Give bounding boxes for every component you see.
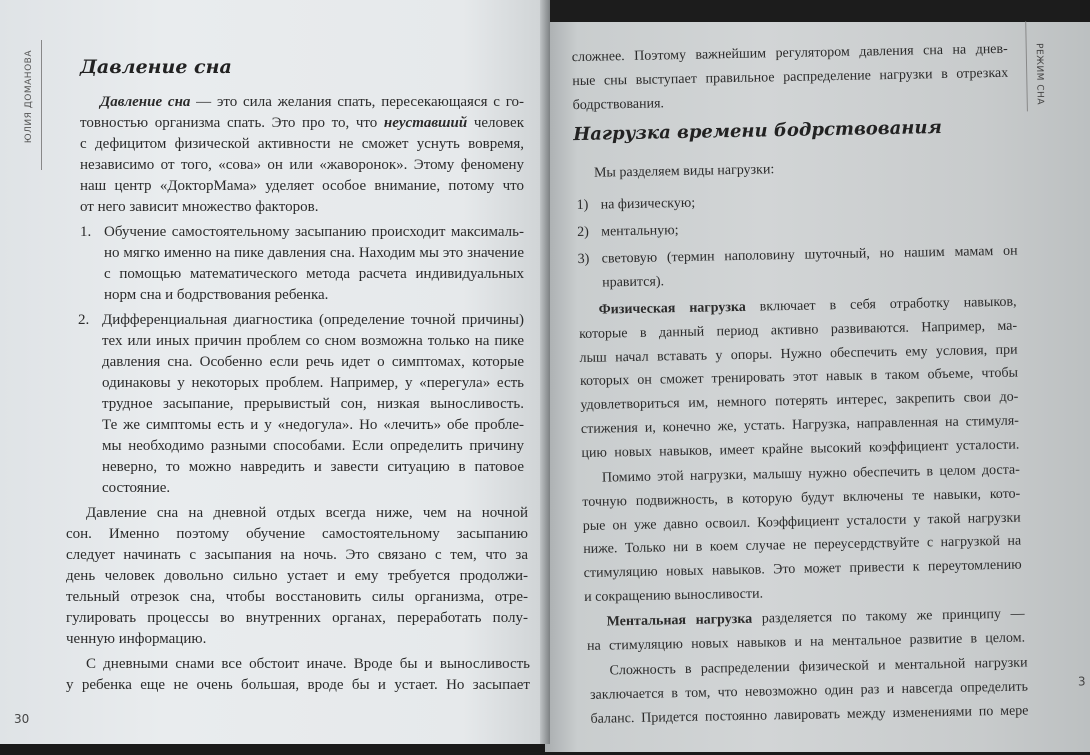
- running-head-chapter: РЕЖИМ СНА: [1033, 43, 1045, 106]
- paragraph-physical-load: Физическая нагрузка включает в себя отработку навыков, которые в данный период активно развиваются. Например, ма- лыш начал вставать у опоры. Нужно обеспечить ему условия, при которых он сможет тренировать этот навык в таком объеме, чтобы удовлетвориться им, немного потерять интерес, закрепить свои до- стижения и, конечно же, устать. Нагрузка, направленная на стимуля- цию новых навыков, имеет крайне высокий коэффициент усталости.: [578, 294, 1020, 461]
- page-number: 30: [14, 712, 30, 726]
- list-item-2: 2. Дифференциальная диагностика (определение точной причины) тех или иных причин проблем со сном возможна только на пике давления сна. Особенно если речь идет о симптомах, которые одинаковы у некоторых проблем. Например, у «перегула» есть трудное засыпание, прерывистый сон, низкая выносливость. Те же симптомы есть и у «недогула». Но «лечить» обе пробле- мы необходимо разными способами. Если определить причину неверно, то можно навредить и завести ситуацию в патовое состояние.: [78, 312, 524, 496]
- paragraph-continuation: сложнее. Поэтому важнейшим регулятором давления сна на днев- ные сны выступает правильное распределение нагрузки в отрезках бодрствования.: [571, 41, 1009, 113]
- paragraph-daytime-naps: С дневными снами все обстоит иначе. Вроде бы и выносливость у ребенка еще не очень большая, вроде бы и устает. Но засыпает: [66, 656, 530, 693]
- list-intro: Мы разделяем виды нагрузки:: [593, 162, 775, 181]
- page-number: 3: [1077, 674, 1086, 689]
- section-heading: Нагрузка времени бодрствования: [573, 117, 943, 146]
- load-type-1: 1) на физическую;: [576, 195, 696, 214]
- paragraph-definition: Давление сна — это сила желания спать, пересекающаяся с го- товностью организма спать. Это про то, что неуставший человек с дефицитом физической активности не сможет уснуть вовремя, независимо от того, «сова» он или «жаворонок». Этому феномену наш центр «ДокторМама» уделяет особое внимание, потому что от него зависит множество факторов.: [80, 94, 524, 215]
- paragraph-mobility: Помимо этой нагрузки, малышу нужно обеспечить в целом доста- точную подвижность, в которую будут включены те навыки, кото- рые он уже давно освоил. Коэффициент усталости у такой нагрузки ниже. Только ни в коем случае не переусердствуйте с нагрузкой на стимуляцию новых навыков. Это может привести к переутомлению и сокращению выносливости.: [582, 462, 1022, 605]
- paragraph-difficulty: Сложность в распределении физической и ментальной нагрузки заключается в том, что невозможно один раз и навсегда определить баланс. Придется постоянно лавировать между изменениями по мере: [589, 655, 1029, 727]
- term-physical-load: Физическая нагрузка: [598, 299, 746, 318]
- emphasis-word: неуставший: [383, 115, 468, 131]
- paragraph-daytime-pressure: Давление сна на дневной отдых всегда ниже, чем на ночной сон. Именно поэтому обучение самостоятельному засыпанию следует начинать с засыпания на ночь. Это связано с тем, что за день человек довольно сильно устает и ему требуется продолжи- тельный отрезок сна, чтобы восстановить силы организма, отре- гулировать процессы во внутренних органах, переработать полу- ченную информацию.: [66, 505, 528, 647]
- load-type-2: 2) ментальную;: [577, 223, 679, 241]
- running-head-author: ЮЛИЯ ДОМАНОВА: [24, 50, 34, 144]
- term-mental-load: Ментальная нагрузка: [606, 611, 753, 630]
- running-head-rule: [1025, 21, 1028, 111]
- section-heading: Давление сна: [80, 56, 232, 78]
- load-type-3: 3) световую (термин наполовину шуточный, но нашим мамам он нравится).: [577, 243, 1018, 291]
- list-item-1: 1. Обучение самостоятельному засыпанию происходит максималь- но мягко именно на пике давления сна. Находим мы это значение с помощью математического метода расчета индивидуальных норм сна и бодрствования ребенка.: [80, 224, 524, 303]
- paragraph-mental-load: Ментальная нагрузка разделяется по такому же принципу — на стимуляцию новых навыков и на ментальное развитие в целом.: [586, 606, 1026, 654]
- term-sleep-pressure: Давление сна: [100, 94, 191, 110]
